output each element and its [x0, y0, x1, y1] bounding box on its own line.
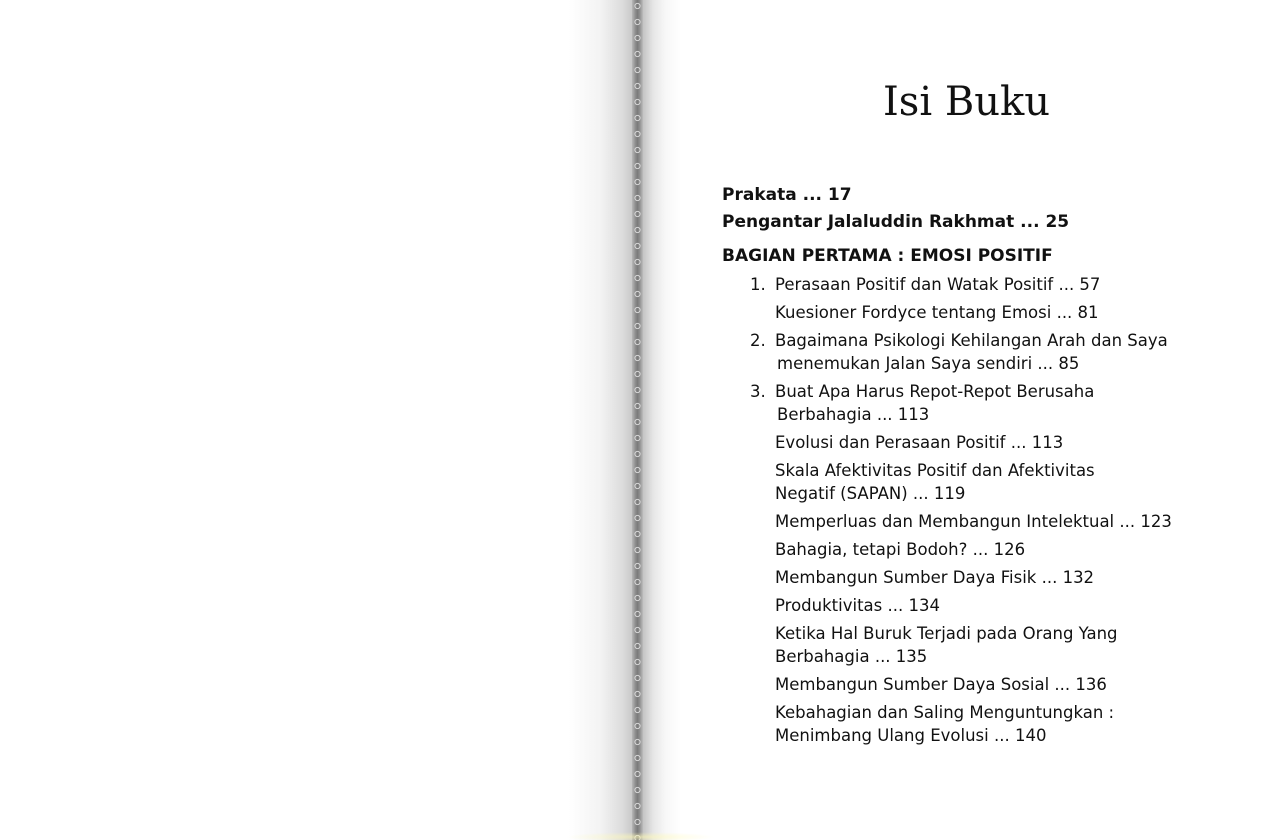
toc-entry[interactable]: [722, 301, 1242, 324]
spine-ring: [635, 195, 640, 200]
entry-text-continued: Negatif (SAPAN) ... 119: [775, 484, 966, 503]
spine-ring: [635, 227, 640, 232]
spine-ring: [635, 323, 640, 328]
entry-text: Membangun Sumber Daya Fisik ... 132: [775, 568, 1095, 587]
toc-front-matter-prakata[interactable]: Prakata ... 17: [722, 185, 852, 205]
spine-ring: [635, 819, 640, 824]
spine-ring: [635, 403, 640, 408]
spine-ring: [635, 371, 640, 376]
toc-entry[interactable]: [722, 431, 1242, 454]
toc-front-matter-pengantar[interactable]: Pengantar Jalaluddin Rakhmat ... 25: [722, 212, 1070, 232]
entry-text: Ketika Hal Buruk Terjadi pada Orang Yang: [775, 624, 1118, 643]
toc-entry[interactable]: [722, 566, 1242, 589]
toc-entry[interactable]: [722, 594, 1242, 617]
spine-ring: [635, 803, 640, 808]
spine-ring: [635, 563, 640, 568]
spine-ring: [635, 547, 640, 552]
part-heading: BAGIAN PERTAMA : EMOSI POSITIF: [722, 246, 1053, 266]
spine-ring: [635, 211, 640, 216]
spine-ring: [635, 467, 640, 472]
spine-ring: [635, 179, 640, 184]
spine-ring: [635, 739, 640, 744]
entry-text: Perasaan Positif dan Watak Positif ... 57: [775, 275, 1101, 294]
spine-ring: [635, 771, 640, 776]
spine-ring: [635, 387, 640, 392]
entry-number: 3.: [750, 382, 766, 401]
toc-entry[interactable]: [722, 673, 1242, 696]
spine-ring: [635, 659, 640, 664]
entry-text: Produktivitas ... 134: [775, 596, 940, 615]
spine-ring: [635, 275, 640, 280]
toc-entry[interactable]: [722, 380, 1242, 426]
spine-ring: [635, 83, 640, 88]
spine-ring: [635, 691, 640, 696]
spine-ring: [635, 643, 640, 648]
spine-ring: [635, 291, 640, 296]
spine-ring: [635, 35, 640, 40]
toc-entry[interactable]: [722, 701, 1242, 747]
spine-ring: [635, 243, 640, 248]
left-page: [0, 0, 632, 840]
bottom-glare: [565, 832, 715, 840]
entry-text: Bahagia, tetapi Bodoh? ... 126: [775, 540, 1026, 559]
entry-text: Buat Apa Harus Repot-Repot Berusaha: [775, 382, 1095, 401]
spine-ring: [635, 627, 640, 632]
toc-entry[interactable]: [722, 622, 1242, 668]
spine-ring: [635, 163, 640, 168]
entry-text-continued: menemukan Jalan Saya sendiri ... 85: [777, 354, 1080, 373]
spine-ring: [635, 483, 640, 488]
entry-text: Memperluas dan Membangun Intelektual ... 123: [775, 512, 1172, 531]
spine-ring: [635, 611, 640, 616]
entry-text-continued: Menimbang Ulang Evolusi ... 140: [775, 726, 1047, 745]
spine-ring: [635, 515, 640, 520]
spine-ring: [635, 755, 640, 760]
entry-text: Membangun Sumber Daya Sosial ... 136: [775, 675, 1107, 694]
spine-ring: [635, 355, 640, 360]
spine-ring: [635, 307, 640, 312]
toc-entry[interactable]: [722, 329, 1242, 375]
toc-entry[interactable]: [722, 273, 1242, 296]
spine-ring: [635, 435, 640, 440]
toc-entry[interactable]: [722, 459, 1242, 505]
toc-title: Isi Buku: [883, 79, 1050, 125]
spine-ring: [635, 531, 640, 536]
spine-ring: [635, 67, 640, 72]
entry-text-continued: Berbahagia ... 135: [775, 647, 928, 666]
spine-ring: [635, 451, 640, 456]
entry-text: Kebahagian dan Saling Menguntungkan :: [775, 703, 1115, 722]
spine-ring: [635, 595, 640, 600]
spine-ring: [635, 3, 640, 8]
spine-ring: [635, 675, 640, 680]
entry-text: Skala Afektivitas Positif dan Afektivitas: [775, 461, 1095, 480]
spine-ring: [635, 339, 640, 344]
spine-ring: [635, 147, 640, 152]
entry-text: Bagaimana Psikologi Kehilangan Arah dan Saya: [775, 331, 1168, 350]
spine-ring: [635, 19, 640, 24]
entry-number: 1.: [750, 275, 766, 294]
table-of-contents: [722, 184, 1242, 752]
spine-ring: [635, 115, 640, 120]
entry-text: Kuesioner Fordyce tentang Emosi ... 81: [775, 303, 1099, 322]
entry-number: 2.: [750, 331, 766, 350]
spine-ring: [635, 499, 640, 504]
spine-ring: [635, 259, 640, 264]
entry-text-continued: Berbahagia ... 113: [777, 405, 930, 424]
spine-ring: [635, 579, 640, 584]
toc-entry[interactable]: [722, 538, 1242, 561]
toc-entry[interactable]: [722, 510, 1242, 533]
spine-ring: [635, 131, 640, 136]
spine-ring: [635, 51, 640, 56]
spine-ring: [635, 723, 640, 728]
spine-ring: [635, 419, 640, 424]
book-spine: [632, 0, 643, 840]
entry-text: Evolusi dan Perasaan Positif ... 113: [775, 433, 1064, 452]
spine-ring: [635, 707, 640, 712]
spine-ring: [635, 99, 640, 104]
spine-ring: [635, 787, 640, 792]
spine-binding-rings: [632, 0, 643, 840]
